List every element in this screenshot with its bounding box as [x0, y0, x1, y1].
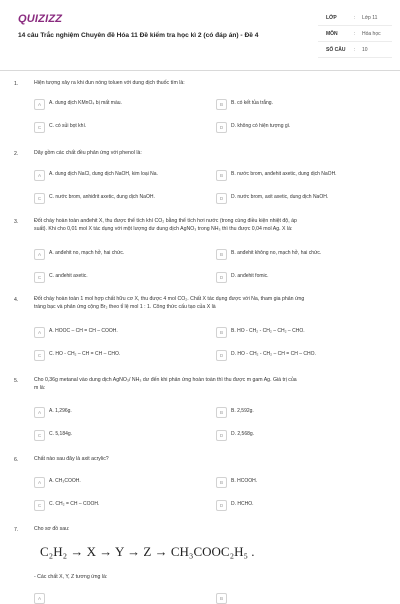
option-text: B. 2,592g. [231, 408, 254, 414]
meta-label: MÔN [326, 31, 338, 37]
option-letter-box: D [216, 350, 227, 361]
option-letter-box: B [216, 407, 227, 418]
question-text-line: suất). Khi cho 0,01 mol X tác dụng với một lượng dư dung dịch AgNO₃ trong NH₃ thì thu được 0,04 mol Ag. X là: [34, 225, 293, 232]
meta-colon: : [354, 47, 356, 53]
question-text [34, 377, 380, 392]
meta-row-subject [318, 26, 392, 42]
answer-option[interactable] [34, 169, 210, 181]
meta-value: 10 [362, 47, 368, 53]
answer-option[interactable] [216, 248, 392, 260]
meta-value: Lớp 11 [362, 15, 378, 21]
option-letter-box: A [34, 99, 45, 110]
question-text: Dãy gồm các chất đều phản ứng với phenol là: [34, 150, 142, 156]
question-number: 2. [14, 151, 19, 157]
option-letter-box: C [34, 122, 45, 133]
answer-option[interactable] [216, 98, 392, 110]
meta-colon: : [354, 31, 356, 37]
question-number: 4. [14, 297, 19, 303]
option-letter-box: C [34, 272, 45, 283]
option-letter-box: B [216, 327, 227, 338]
option-text: D. anđehit fomic. [231, 273, 269, 279]
option-text: B. HO - CH₂ - CH₂ – CH₂ – CHO. [231, 328, 305, 334]
option-letter-box: D [216, 122, 227, 133]
answer-option[interactable] [34, 499, 210, 511]
answer-option[interactable] [34, 429, 210, 441]
option-text: C. anđehit axetic. [49, 273, 88, 279]
question-text: Hiện tượng xảy ra khi đun nóng toluen với dung dịch thuốc tím là: [34, 80, 185, 86]
question-text-line: tráng bạc và phản ứng cộng Br₂ theo tỉ lệ mol 1 : 1. Công thức cấu tạo của X là [34, 303, 216, 310]
brand-logo: QUIZIZZ [18, 13, 63, 25]
option-letter-box: A [34, 327, 45, 338]
option-letter-box: C [34, 350, 45, 361]
question-text-line: Đốt cháy hoàn toàn 1 mol hợp chất hữu cơ X, thu được 4 mol CO₂. Chất X tác dụng được với Na, tham gia phản ứng [34, 296, 305, 302]
option-letter-box: C [34, 430, 45, 441]
answer-option[interactable] [216, 326, 392, 338]
answer-option[interactable] [216, 406, 392, 418]
reaction-scheme: C₂H₂ → X → Y → Z → CH₃COOC₂H₅ . [40, 544, 255, 559]
answer-option[interactable] [34, 192, 210, 204]
option-text: C. có sủi bọt khí. [49, 123, 87, 129]
option-text: C. CH₂ = CH – COOH. [49, 501, 100, 507]
question-text: Cho sơ đồ sau: [34, 526, 70, 532]
option-text: A. anđehit no, mạch hở, hai chức. [49, 250, 125, 256]
question-number: 6. [14, 457, 19, 463]
option-text: B. HCOOH. [231, 478, 258, 484]
answer-option[interactable] [34, 121, 210, 133]
option-text: B. anđehit không no, mạch hở, hai chức. [231, 250, 322, 256]
option-text: D. nước brom, axit axetic, dung dịch NaOH. [231, 194, 329, 200]
answer-option[interactable] [216, 429, 392, 441]
meta-label: LỚP [326, 15, 337, 21]
option-letter-box: A [34, 477, 45, 488]
answer-option[interactable] [34, 248, 210, 260]
answer-option[interactable] [216, 271, 392, 283]
answer-option-partial[interactable] [34, 592, 210, 604]
answer-option[interactable] [216, 476, 392, 488]
option-letter-box: A [34, 170, 45, 181]
option-letter-box: A [34, 249, 45, 260]
option-letter-box: D [216, 430, 227, 441]
question-text [34, 218, 380, 233]
option-text: A. HOOC – CH = CH – COOH. [49, 328, 118, 334]
worksheet-title: 14 câu Trắc nghiệm Chuyên đề Hóa 11 Đề kiểm tra học kì 2 (có đáp án) - Đề 4 [18, 32, 259, 39]
option-letter-box: A [34, 407, 45, 418]
answer-option-partial[interactable] [216, 592, 392, 604]
option-letter-box: D [216, 272, 227, 283]
question-number: 5. [14, 378, 19, 384]
option-text: C. HO - CH₂ – CH = CH – CHO. [49, 351, 121, 357]
answer-option[interactable] [216, 499, 392, 511]
option-text: B. có kết tủa trắng. [231, 100, 273, 106]
answer-option[interactable] [34, 326, 210, 338]
option-letter-box: B [216, 477, 227, 488]
question-text-line: Đốt cháy hoàn toàn anđehit X, thu được thể tích khí CO₂ bằng thể tích hơi nước (trong cùng điều kiện nhiệt độ, áp [34, 218, 297, 224]
question-followup-text: - Các chất X, Y, Z tương ứng là: [34, 574, 108, 580]
option-letter-box: B [216, 249, 227, 260]
meta-value: Hóa học [362, 31, 381, 37]
option-text: A. dung dịch NaCl, dung dịch NaOH, kim loại Na. [49, 171, 158, 177]
question-number: 7. [14, 527, 19, 533]
option-text: A. dung dịch KMnO₄ bị mất màu. [49, 100, 122, 106]
option-letter-box: B [216, 170, 227, 181]
option-text: C. nước brom, anhiđrit axetic, dung dịch NaOH. [49, 194, 155, 200]
option-letter-box: D [216, 193, 227, 204]
answer-option[interactable] [216, 121, 392, 133]
option-text: D. không có hiện tượng gì. [231, 123, 291, 129]
option-text: D. HCHO. [231, 501, 254, 507]
answer-option[interactable] [216, 192, 392, 204]
option-text: D. HO - CH₂ - CH₂ – CH = CH – CHO. [231, 351, 316, 357]
option-text: C. 5,184g. [49, 431, 73, 437]
option-letter-box: D [216, 500, 227, 511]
answer-option[interactable] [216, 349, 392, 361]
question-number: 3. [14, 219, 19, 225]
question-text [34, 296, 380, 311]
question-number: 1. [14, 81, 19, 87]
option-letter-box: B [216, 593, 227, 604]
meta-row-class [318, 10, 392, 26]
option-letter-box: B [216, 99, 227, 110]
option-letter-box: C [34, 193, 45, 204]
option-letter-box: C [34, 500, 45, 511]
worksheet-header [0, 0, 400, 71]
answer-option[interactable] [34, 271, 210, 283]
meta-label: SỐ CÂU [326, 47, 346, 53]
question-text-line: Cho 0,36g metanal vào dung dịch AgNO₃/ NH₃ dư đến khi phản ứng hoàn toàn thì thu được m gam Ag. Giá trị của [34, 377, 297, 383]
answer-option[interactable] [34, 476, 210, 488]
answer-option[interactable] [34, 406, 210, 418]
question-text: Chất nào sau đây là axit acrylic? [34, 456, 109, 462]
option-text: A. 1,296g. [49, 408, 72, 414]
answer-option[interactable] [34, 349, 210, 361]
meta-row-count [318, 42, 392, 58]
question-text-line: m là: [34, 384, 46, 391]
meta-colon: : [354, 15, 356, 21]
option-letter-box: A [34, 593, 45, 604]
answer-option[interactable] [34, 98, 210, 110]
option-text: D. 2,568g. [231, 431, 255, 437]
answer-option[interactable] [216, 169, 392, 181]
meta-table [318, 10, 392, 58]
option-text: A. CH₃COOH. [49, 478, 81, 484]
option-text: B. nước brom, anđehit axetic, dung dịch NaOH. [231, 171, 337, 177]
